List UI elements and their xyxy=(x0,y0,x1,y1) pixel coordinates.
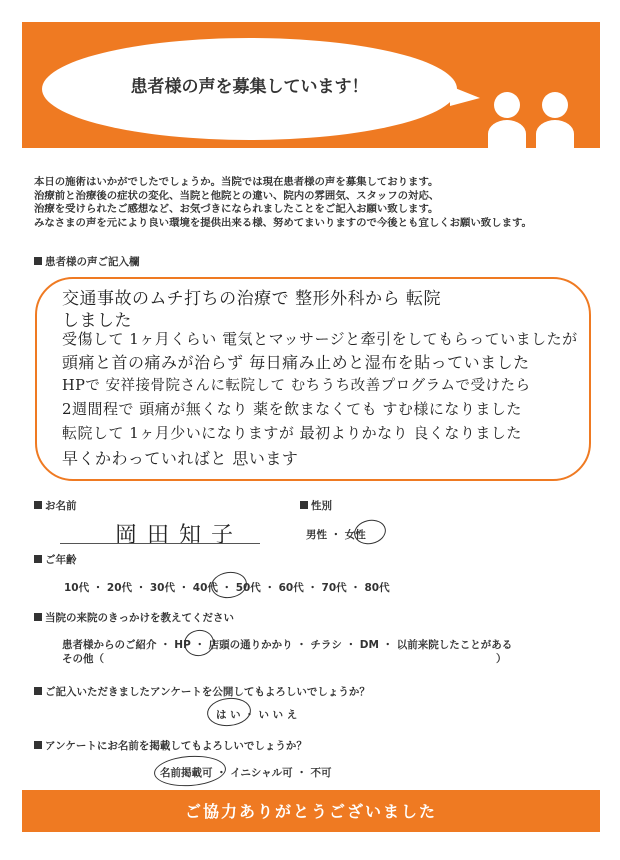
name-publish-heading: アンケートにお名前を掲載してもよろしいでしょうか？ xyxy=(34,738,307,753)
handwritten-line: 転院して 1ヶ月少いになりますが 最初よりかなり 良くなりました xyxy=(62,424,522,442)
name-heading: お名前 xyxy=(34,498,77,513)
name-underline xyxy=(60,543,260,544)
name-publish-options: 名前掲載可 ・ イニシャル可 ・ 不可 xyxy=(160,767,332,779)
handwritten-line: しました xyxy=(62,311,132,331)
selection-circle xyxy=(182,628,216,659)
gender-heading: 性別 xyxy=(300,498,332,513)
selection-circle xyxy=(153,754,227,789)
voice-heading: 患者様の声ご記入欄 xyxy=(34,254,140,269)
publish-heading: ご記入いただきましたアンケートを公開してもよろしいでしょうか？ xyxy=(34,684,370,699)
page-title: 患者様の声を募集しています！ xyxy=(130,77,369,97)
handwritten-line: 頭痛と首の痛みが治らず 毎日痛み止めと湿布を貼っていました xyxy=(62,353,530,372)
reason-other-suffix: ） xyxy=(496,653,507,665)
square-bullet-icon xyxy=(34,741,42,749)
age-heading: ご年齢 xyxy=(34,552,77,567)
square-bullet-icon xyxy=(300,501,308,509)
gender-options: 男性 ・ 女性 xyxy=(306,529,366,541)
square-bullet-icon xyxy=(34,613,42,621)
name-value: 岡田知子 xyxy=(115,523,244,548)
selection-circle xyxy=(209,570,248,601)
age-options: 10代 ・ 20代 ・ 30代 ・ 40代 ・ 50代 ・ 60代 ・ 70代 ・ 80代 xyxy=(64,582,390,594)
square-bullet-icon xyxy=(34,257,42,265)
intro-text: 本日の施術はいかがでしたでしょうか。当院では現在患者様の声を募集しております。 治療前と治療後の症状の変化、当院と他院との違い、院内の雰囲気、スタッフの対応、 治療を受けられたご感想など、お気づきになられましたことをご記入お願い致します。 みなさまの声を元により良い環境を提供出来る様、努めてまいりますので今後とも宜しくお願い致します。 xyxy=(34,176,532,229)
selection-circle xyxy=(352,517,388,547)
footer-text: ご協力ありがとうございました xyxy=(184,802,437,821)
handwritten-line: 交通事故のムチ打ちの治療で 整形外科から 転院 xyxy=(62,289,441,309)
selection-circle xyxy=(206,696,253,728)
square-bullet-icon xyxy=(34,501,42,509)
square-bullet-icon xyxy=(34,555,42,563)
handwritten-line: 2週間程で 頭痛が無くなり 薬を飲まなくても すむ様になりました xyxy=(62,400,522,418)
square-bullet-icon xyxy=(34,687,42,695)
reason-other-prefix: その他（ xyxy=(62,653,104,665)
reason-heading: 当院の来院のきっかけを教えてください xyxy=(34,610,234,625)
handwritten-line: 受傷して 1ヶ月くらい 電気とマッサージと牽引をしてもらっていましたが xyxy=(62,330,578,348)
reason-options: 患者様からのご紹介 ・ HP ・ 店頭の通りかかり ・ チラシ ・ DM ・ 以前来院したことがある xyxy=(62,639,513,651)
publish-options: は い ・ い い え xyxy=(216,709,298,721)
handwritten-line: HPで 安祥接骨院さんに転院して むちうち改善プログラムで受けたら xyxy=(62,378,531,394)
handwritten-line: 早くかわっていればと 思います xyxy=(62,449,299,468)
